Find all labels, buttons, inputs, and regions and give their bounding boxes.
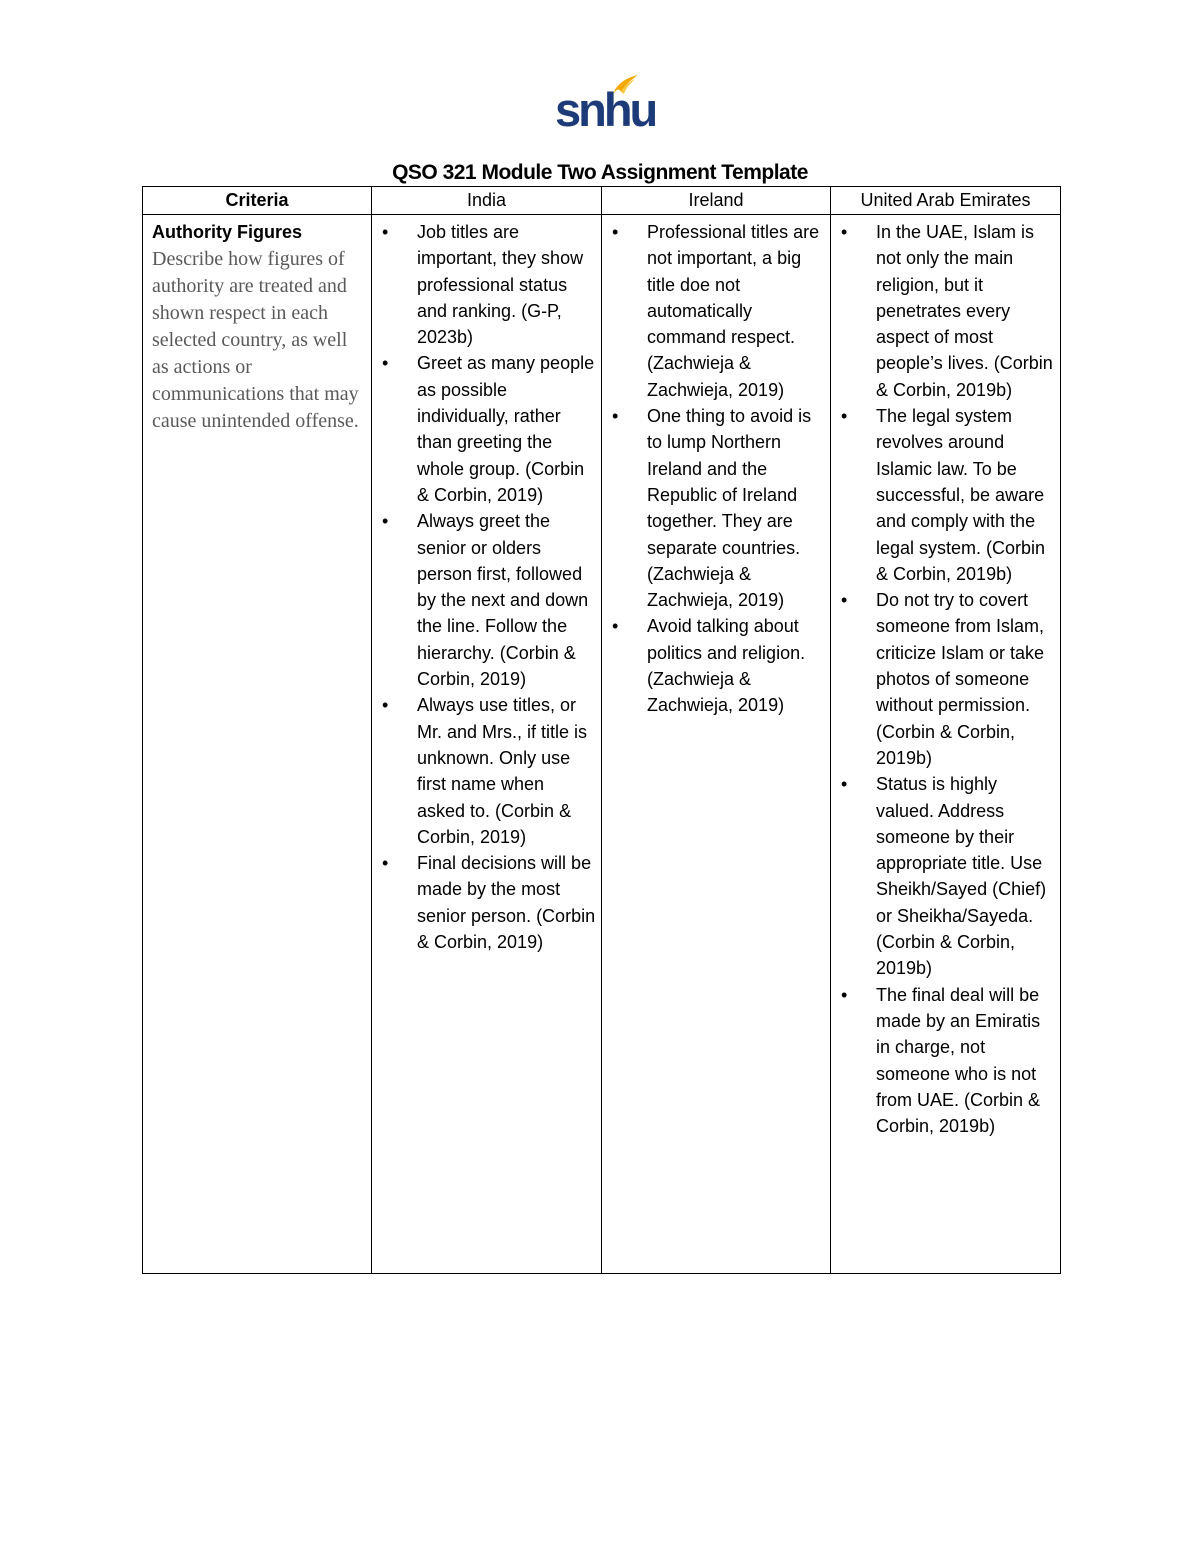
list-item: • Professional titles are not important, a big title doe not automatically command respect. (Zachwieja & Zachwieja, 2019): [602, 219, 830, 403]
criteria-title: Authority Figures: [152, 222, 303, 242]
assignment-table: [142, 186, 1061, 1274]
list-item: • Greet as many people as possible individually, rather than greeting the whole group. (Corbin & Corbin, 2019): [372, 350, 601, 508]
list-item: • Status is highly valued. Address someone by their appropriate title. Use Sheikh/Sayed (Chief) or Sheikha/Sayeda. (Corbin & Corbin, 2019b): [831, 771, 1060, 981]
document-title: QSO 321 Module Two Assignment Template: [392, 161, 808, 184]
ireland-list: [602, 215, 830, 719]
list-item: • The final deal will be made by an Emiratis in charge, not someone who is not from UAE. (Corbin & Corbin, 2019b): [831, 982, 1060, 1140]
criteria-description: Describe how figures of authority are treated and shown respect in each selected country, as well as actions or communications that may cause unintended offense.: [152, 248, 359, 432]
header-ireland: Ireland: [602, 187, 831, 215]
header-india: India: [372, 187, 602, 215]
india-cell: [372, 215, 602, 1274]
list-item: • The legal system revolves around Islamic law. To be successful, be aware and comply with the legal system. (Corbin & Corbin, 2019b): [831, 403, 1060, 587]
list-item: • Avoid talking about politics and religion. (Zachwieja & Zachwieja, 2019): [602, 613, 830, 718]
header-row: [143, 187, 1061, 215]
list-item: • Job titles are important, they show professional status and ranking. (G-P, 2023b): [372, 219, 601, 350]
snhu-logo: [555, 74, 656, 136]
header-uae: United Arab Emirates: [831, 187, 1061, 215]
list-item: • Always use titles, or Mr. and Mrs., if title is unknown. Only use first name when asked to. (Corbin & Corbin, 2019): [372, 692, 601, 850]
uae-cell: [831, 215, 1061, 1274]
uae-list: [831, 215, 1060, 1139]
ireland-cell: [602, 215, 831, 1274]
header-criteria: Criteria: [143, 187, 372, 215]
criteria-cell: [143, 215, 372, 1274]
list-item: • Always greet the senior or olders person first, followed by the next and down the line. Follow the hierarchy. (Corbin & Corbin, 2019): [372, 508, 601, 692]
logo-wordmark: snhu: [555, 83, 656, 136]
list-item: • In the UAE, Islam is not only the main religion, but it penetrates every aspect of most people’s lives. (Corbin & Corbin, 2019b): [831, 219, 1060, 403]
list-item: • Do not try to covert someone from Islam, criticize Islam or take photos of someone without permission. (Corbin & Corbin, 2019b): [831, 587, 1060, 771]
list-item: • Final decisions will be made by the most senior person. (Corbin & Corbin, 2019): [372, 850, 601, 955]
india-list: [372, 215, 601, 955]
list-item: • One thing to avoid is to lump Northern Ireland and the Republic of Ireland together. They are separate countries. (Zachwieja & Zachwieja, 2019): [602, 403, 830, 613]
table-row: [143, 215, 1061, 1274]
